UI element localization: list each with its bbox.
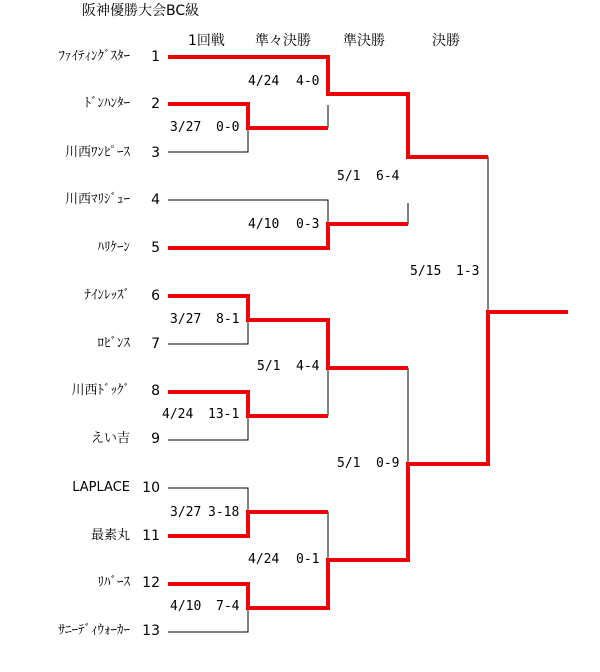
match-score: 8-1 xyxy=(216,312,240,327)
team-name: ﾅｲﾝﾚｯｽﾞ xyxy=(84,288,130,303)
team-number: 1 xyxy=(151,49,160,65)
team-number: 6 xyxy=(151,288,160,304)
match-score: 7-4 xyxy=(216,599,240,614)
bracket-line xyxy=(248,105,328,127)
team-number: 8 xyxy=(151,383,160,399)
bracket-line xyxy=(248,368,328,415)
match-score: 0-0 xyxy=(216,120,240,135)
winner-path xyxy=(168,296,408,368)
team-name: ﾛﾋﾞﾝｽ xyxy=(97,336,130,351)
match-date: 5/1 xyxy=(337,456,361,471)
match-date: 4/10 xyxy=(248,217,280,232)
team-name: ｻﾆｰﾃﾞｨｳｫｰｶｰ xyxy=(58,623,130,638)
team-name: 川西ﾏﾘｼﾞｭｰ xyxy=(64,192,130,207)
team-name: ﾌｧｲﾃｨﾝｸﾞｽﾀｰ xyxy=(58,49,130,64)
winner-path xyxy=(168,224,408,248)
header-round1: 1回戦 xyxy=(188,33,225,49)
match-date: 5/1 xyxy=(257,359,281,374)
match-date: 4/24 xyxy=(162,407,194,422)
match-date: 4/24 xyxy=(248,74,280,89)
match-date: 5/15 xyxy=(410,264,442,279)
team-number: 3 xyxy=(151,145,160,161)
match-score: 3-18 xyxy=(208,505,240,520)
team-name: 川西ﾄﾞｯｸﾞ xyxy=(71,383,130,398)
match-score: 4-4 xyxy=(296,359,320,374)
header-final: 決勝 xyxy=(432,33,460,49)
team-number: 10 xyxy=(142,480,160,496)
team-name: LAPLACE xyxy=(72,480,130,495)
match-date: 5/1 xyxy=(337,169,361,184)
team-name: 川西ﾜﾝﾋﾟｰｽ xyxy=(64,145,130,160)
team-number: 9 xyxy=(151,431,160,447)
team-number: 5 xyxy=(151,240,160,256)
team-name: 最素丸 xyxy=(90,528,130,543)
match-date: 3/27 xyxy=(170,505,202,520)
page-title: 阪神優勝大会BC級 xyxy=(82,3,200,19)
bracket-line xyxy=(408,157,488,312)
match-score: 0-9 xyxy=(376,456,400,471)
team-number: 12 xyxy=(142,575,160,591)
team-name: ﾊﾘｹｰﾝ xyxy=(97,240,130,255)
match-score: 0-3 xyxy=(296,217,320,232)
bracket-line xyxy=(328,203,408,224)
match-date: 3/27 xyxy=(170,120,202,135)
match-date: 4/24 xyxy=(248,552,280,567)
bracket-line xyxy=(248,560,328,608)
header-quarterfinal: 準々決勝 xyxy=(255,33,311,49)
match-score: 4-0 xyxy=(296,74,320,89)
team-number: 7 xyxy=(151,336,160,352)
team-number: 4 xyxy=(151,192,160,208)
match-score: 13-1 xyxy=(208,407,240,422)
team-number: 11 xyxy=(142,528,160,544)
match-date: 4/10 xyxy=(170,599,202,614)
match-score: 0-1 xyxy=(296,552,320,567)
match-score: 6-4 xyxy=(376,169,400,184)
header-semifinal: 準決勝 xyxy=(343,33,385,49)
team-name: ﾘﾊﾞｰｽ xyxy=(97,575,130,590)
winner-lines xyxy=(168,57,568,608)
team-number: 2 xyxy=(151,96,160,112)
team-number: 13 xyxy=(142,623,160,639)
team-name: ﾄﾞﾝﾊﾝﾀｰ xyxy=(84,96,130,111)
match-date: 3/27 xyxy=(170,312,202,327)
match-score: 1-3 xyxy=(456,264,480,279)
winner-path xyxy=(168,312,568,608)
team-name: えい吉 xyxy=(90,431,130,446)
